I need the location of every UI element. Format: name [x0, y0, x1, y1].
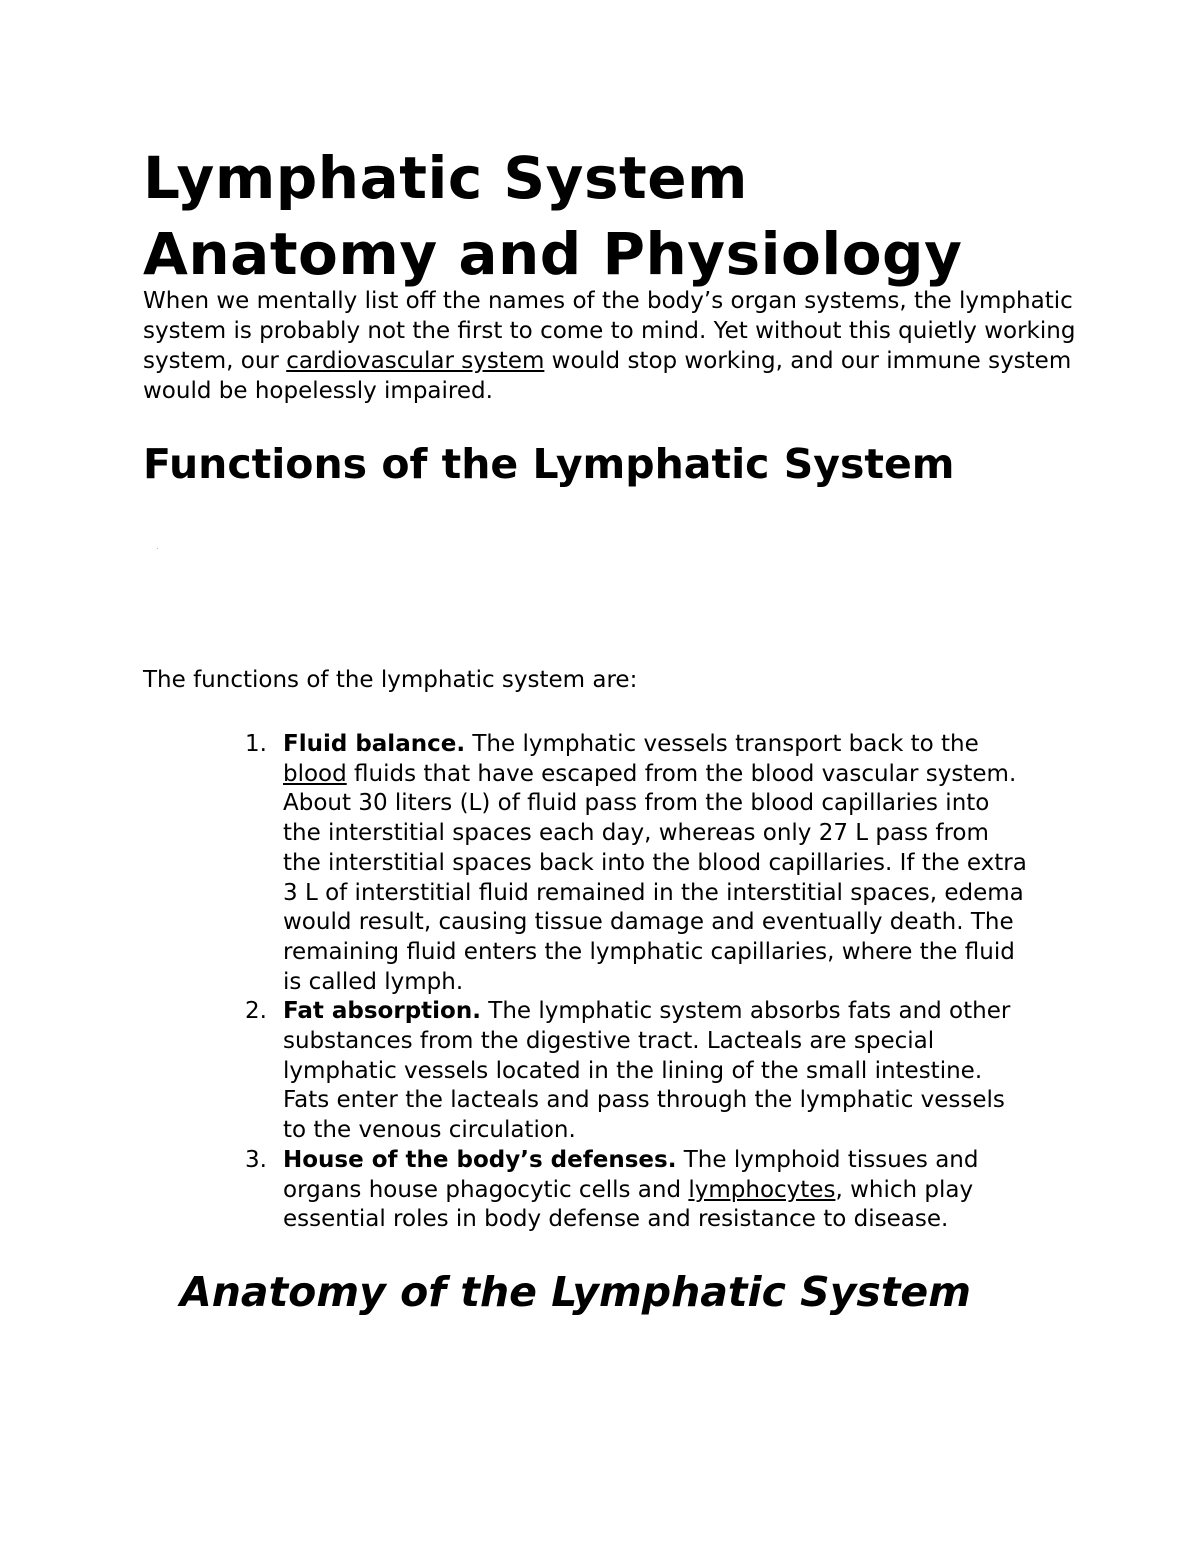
- functions-lead-text: The functions of the lymphatic system are:: [143, 667, 638, 693]
- list-item: [230, 997, 1030, 1146]
- intro-paragraph: [143, 286, 1083, 406]
- document-title: [143, 140, 1143, 292]
- intro-text-part-1: When we mentally list off the names of the body’s organ systems, the lymphatic system is probably not the first to come to mind. Yet without this quietly working system, our: [143, 288, 1076, 374]
- list-item-text: The lymphoid tissues and organs house phagocytic cells and: [283, 1146, 979, 1203]
- list-item-text: The lymphatic vessels transport back to the: [465, 731, 979, 757]
- anatomy-heading: Anatomy of the Lymphatic System: [180, 1268, 971, 1316]
- list-item-text: , which play essential roles in body defense and resistance to disease.: [283, 1176, 974, 1233]
- list-item-term: Fluid balance.: [283, 731, 466, 757]
- title-line-1: Lymphatic System: [143, 144, 748, 212]
- list-item-number: 2.: [245, 998, 267, 1025]
- blood-link[interactable]: blood: [283, 760, 347, 787]
- functions-list: [230, 730, 1030, 1235]
- list-item: [230, 1146, 1030, 1235]
- list-item-number: 1.: [245, 731, 267, 757]
- list-item-term: Fat absorption.: [283, 998, 481, 1025]
- list-item-text: fluids that have escaped from the blood vascular system. About 30 liters (L) of fluid pass from the blood capillaries into the interstitial spaces each day, whereas only 27 L pass from the interstitial spaces back into the blood capillaries. If the extra 3 L of interstitial fluid remained in the interstitial spaces, edema would result, causing tissue damage and eventually death. The remaining fluid enters the lymphatic capillaries, where the fluid is called lymph.: [283, 760, 1027, 995]
- intro-text-part-2: would stop working, and our immune system would be hopelessly impaired.: [143, 348, 1072, 404]
- functions-heading: Functions of the Lymphatic System: [143, 440, 955, 488]
- list-item-text: The lymphatic system absorbs fats and other substances from the digestive tract. Lacteals are special lymphatic vessels located in the lining of the small intestine. Fats enter the lacteals and pass through the lymphatic vessels to the venous circulation.: [283, 998, 1011, 1144]
- list-item-number: 3.: [245, 1146, 267, 1173]
- lymphocytes-link[interactable]: lymphocytes: [688, 1176, 836, 1203]
- image-placeholder-dot: [157, 548, 158, 549]
- title-line-2: Anatomy and Physiology: [143, 220, 963, 288]
- cardiovascular-system-link[interactable]: cardiovascular system: [286, 348, 545, 374]
- list-item: [230, 730, 1030, 997]
- list-item-term: House of the body’s defenses.: [283, 1146, 677, 1173]
